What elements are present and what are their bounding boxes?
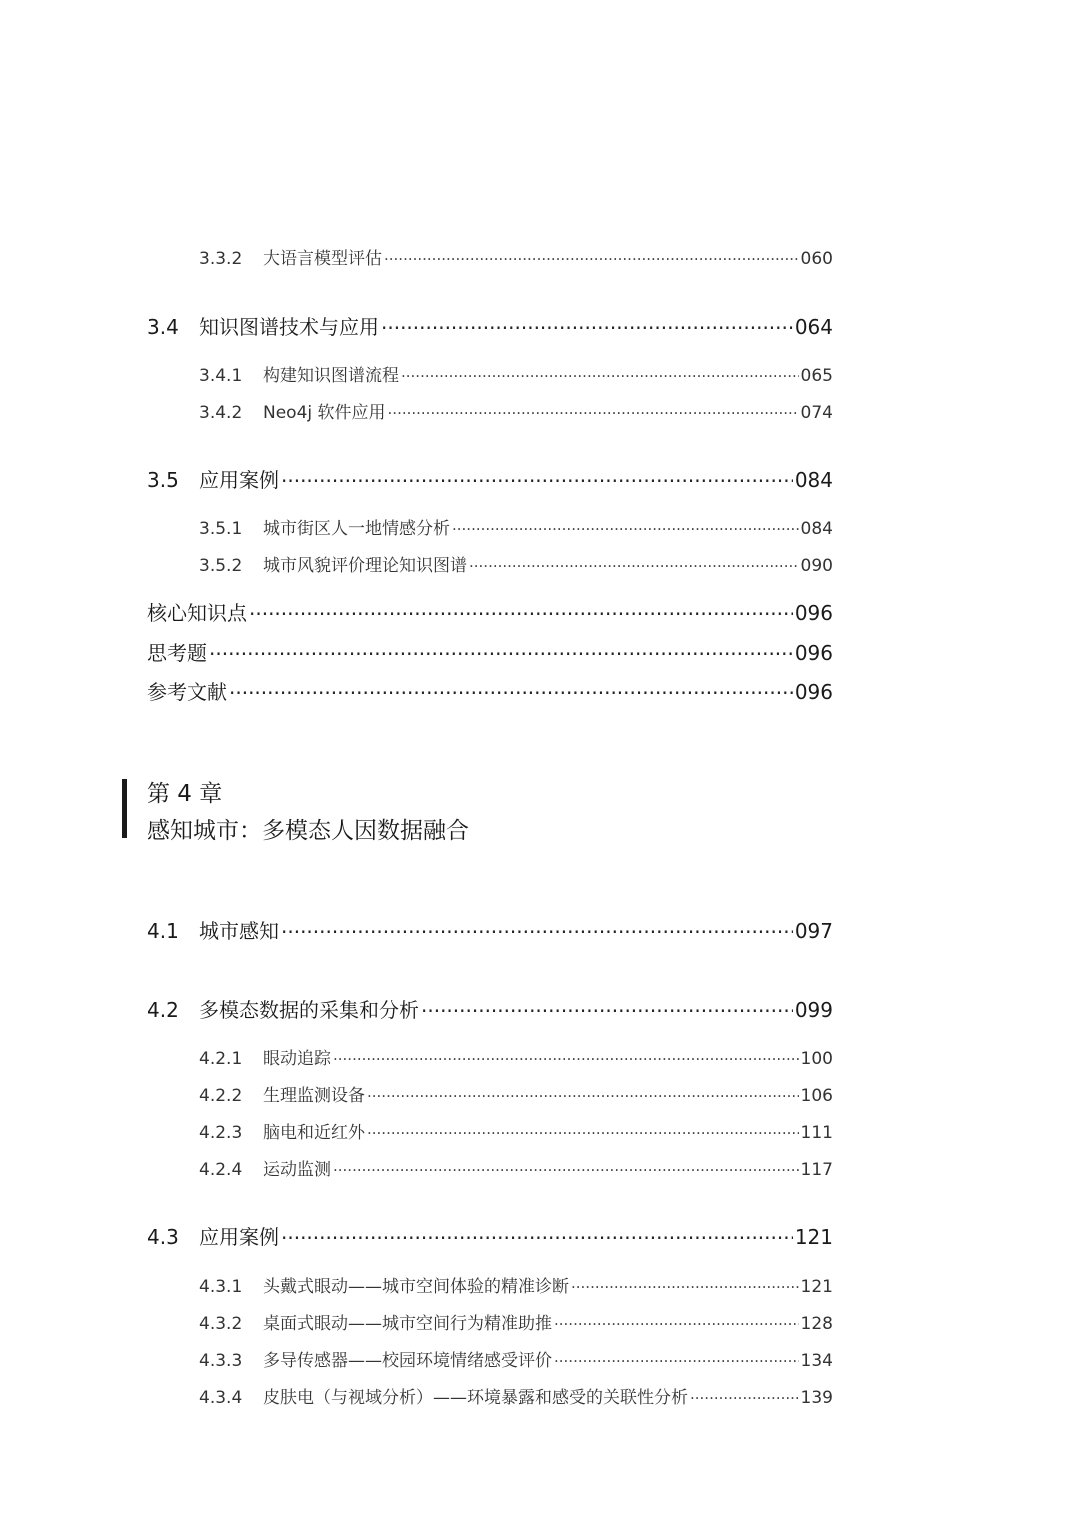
toc-section-title: 城市感知 — [199, 919, 279, 943]
dot-leader — [452, 519, 799, 534]
toc-entry-page: 121 — [800, 1277, 833, 1297]
toc-misc-title: 核心知识点 — [147, 601, 247, 625]
toc-section-number: 4.1 — [147, 919, 179, 943]
toc-section[interactable] — [147, 1221, 833, 1250]
toc-section-title: 知识图谱技术与应用 — [199, 315, 379, 339]
dot-leader — [554, 1314, 799, 1329]
dot-leader — [281, 918, 793, 938]
dot-leader — [384, 249, 799, 264]
toc-misc-entry[interactable] — [147, 676, 833, 705]
toc-section-number: 4.3 — [147, 1225, 179, 1249]
toc-section[interactable] — [147, 311, 833, 340]
dot-leader — [249, 600, 793, 620]
toc-entry[interactable] — [199, 1081, 833, 1106]
toc-entry-number: 4.2.2 — [199, 1086, 243, 1106]
dot-leader — [281, 1224, 793, 1244]
toc-misc-title: 参考文献 — [147, 680, 227, 704]
chapter-title: 感知城市：多模态人因数据融合 — [147, 818, 469, 844]
toc-entry-number: 4.2.1 — [199, 1049, 243, 1069]
chapter-label: 第 4 章 — [147, 781, 223, 807]
toc-entry-page: 084 — [800, 519, 833, 539]
toc-section-title: 应用案例 — [199, 468, 279, 492]
toc-entry-number: 4.3.1 — [199, 1277, 243, 1297]
dot-leader — [381, 314, 793, 334]
toc-entry-number: 3.4.2 — [199, 403, 243, 423]
toc-misc-page: 096 — [794, 641, 833, 665]
dot-leader — [229, 679, 793, 699]
dot-leader — [333, 1049, 799, 1064]
toc-misc-entry[interactable] — [147, 637, 833, 666]
toc-section-page: 084 — [794, 468, 833, 492]
toc-entry-page: 090 — [800, 556, 833, 576]
toc-entry-title: 大语言模型评估 — [263, 249, 382, 269]
dot-leader — [469, 556, 799, 571]
dot-leader — [367, 1123, 799, 1138]
toc-entry-title: 桌面式眼动——城市空间行为精准助推 — [263, 1314, 552, 1334]
toc-entry-title: 眼动追踪 — [263, 1049, 331, 1069]
toc-section-page: 099 — [794, 998, 833, 1022]
toc-section[interactable] — [147, 464, 833, 493]
toc-section[interactable] — [147, 915, 833, 944]
toc-entry-title: 构建知识图谱流程 — [263, 366, 399, 386]
toc-entry-title: 皮肤电（与视域分析）——环境暴露和感受的关联性分析 — [263, 1388, 688, 1408]
toc-entry-title: 城市街区人一地情感分析 — [263, 519, 450, 539]
toc-entry-number: 3.3.2 — [199, 249, 243, 269]
toc-entry[interactable] — [199, 244, 833, 269]
toc-misc-page: 096 — [794, 601, 833, 625]
toc-misc-entry[interactable] — [147, 597, 833, 626]
toc-entry-number: 3.4.1 — [199, 366, 243, 386]
toc-entry[interactable] — [199, 1118, 833, 1143]
dot-leader — [281, 467, 793, 487]
toc-section-page: 121 — [794, 1225, 833, 1249]
toc-entry-page: 128 — [800, 1314, 833, 1334]
toc-entry[interactable] — [199, 1044, 833, 1069]
toc-entry-number: 4.3.4 — [199, 1388, 243, 1408]
toc-section-number: 3.5 — [147, 468, 179, 492]
toc-entry-page: 117 — [800, 1160, 833, 1180]
toc-entry-page: 111 — [800, 1123, 833, 1143]
dot-leader — [421, 997, 793, 1017]
toc-entry[interactable] — [199, 551, 833, 576]
dot-leader — [554, 1351, 799, 1366]
toc-section-page: 097 — [794, 919, 833, 943]
toc-entry-page: 074 — [800, 403, 833, 423]
toc-section[interactable] — [147, 994, 833, 1023]
toc-entry[interactable] — [199, 1272, 833, 1297]
toc-entry[interactable] — [199, 361, 833, 386]
toc-section-title: 多模态数据的采集和分析 — [199, 998, 419, 1022]
toc-entry-title: Neo4j 软件应用 — [263, 403, 386, 423]
toc-entry[interactable] — [199, 514, 833, 539]
dot-leader — [401, 366, 799, 381]
toc-entry-number: 4.2.4 — [199, 1160, 243, 1180]
dot-leader — [333, 1160, 799, 1175]
dot-leader — [571, 1277, 799, 1292]
toc-section-number: 3.4 — [147, 315, 179, 339]
toc-entry-title: 多导传感器——校园环境情绪感受评价 — [263, 1351, 552, 1371]
toc-section-number: 4.2 — [147, 998, 179, 1022]
toc-entry-title: 脑电和近红外 — [263, 1123, 365, 1143]
toc-section-page: 064 — [794, 315, 833, 339]
toc-misc-page: 096 — [794, 680, 833, 704]
toc-entry-page: 100 — [800, 1049, 833, 1069]
toc-entry-number: 3.5.2 — [199, 556, 243, 576]
toc-entry-title: 运动监测 — [263, 1160, 331, 1180]
dot-leader — [209, 640, 793, 660]
toc-entry-page: 065 — [800, 366, 833, 386]
chapter-marker-bar — [122, 779, 127, 838]
toc-entry-title: 生理监测设备 — [263, 1086, 365, 1106]
toc-entry-title: 头戴式眼动——城市空间体验的精准诊断 — [263, 1277, 569, 1297]
toc-entry-page: 106 — [800, 1086, 833, 1106]
toc-entry[interactable] — [199, 1346, 833, 1371]
toc-entry-page: 060 — [800, 249, 833, 269]
toc-entry-page: 139 — [800, 1388, 833, 1408]
toc-entry[interactable] — [199, 1155, 833, 1180]
toc-entry[interactable] — [199, 398, 833, 423]
toc-entry-number: 4.3.2 — [199, 1314, 243, 1334]
toc-entry-number: 3.5.1 — [199, 519, 243, 539]
toc-entry-number: 4.3.3 — [199, 1351, 243, 1371]
toc-entry-title: 城市风貌评价理论知识图谱 — [263, 556, 467, 576]
dot-leader — [388, 403, 799, 418]
dot-leader — [367, 1086, 799, 1101]
toc-entry-number: 4.2.3 — [199, 1123, 243, 1143]
dot-leader — [690, 1388, 799, 1403]
toc-entry[interactable] — [199, 1309, 833, 1334]
toc-entry-page: 134 — [800, 1351, 833, 1371]
toc-entry[interactable] — [199, 1383, 833, 1408]
toc-misc-title: 思考题 — [147, 641, 207, 665]
toc-section-title: 应用案例 — [199, 1225, 279, 1249]
